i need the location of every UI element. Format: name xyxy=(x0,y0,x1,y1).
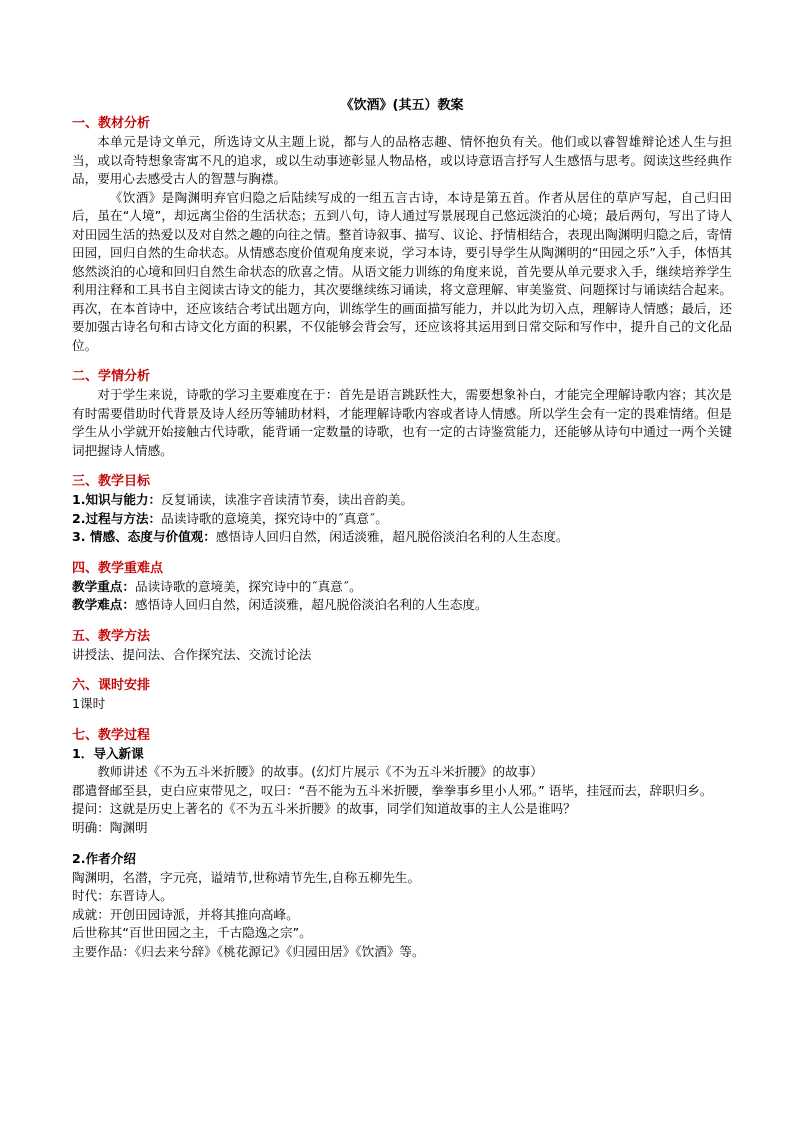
paragraph: 本单元是诗文单元，所选诗文从主题上说，都与人的品格志趣、情怀抱负有关。他们或以睿智雄辩论述人生与担当，或以奇特想象寄寓不凡的追求，或以生动事迹彰显人物品格，或以诗意语言抒写人生感悟与思考。阅读这些经典作品，要用心去感受古人的智慧与胸襟。 xyxy=(72,134,732,186)
goal-label: 2.过程与方法： xyxy=(72,510,162,526)
key-point-label: 教学重点： xyxy=(72,578,135,594)
difficulty-text: 感悟诗人回归自然，闲适淡雅，超凡脱俗淡泊名利的人生态度。 xyxy=(134,597,488,612)
section-heading-teaching-methods: 五、教学方法 xyxy=(72,628,151,644)
section-heading-textbook-analysis: 一、教材分析 xyxy=(72,116,151,131)
section-heading-schedule: 六、课时安排 xyxy=(72,678,151,693)
schedule-text: 1课时 xyxy=(72,696,106,711)
paragraph: 教师讲述《不为五斗米折腰》的故事。(幻灯片展示《不为五斗米折腰》的故事） xyxy=(97,764,543,779)
paragraph: 明确：陶渊明 xyxy=(72,819,148,835)
goal-label: 1.知识与能力： xyxy=(72,492,162,507)
section-heading-key-points: 四、教学重难点 xyxy=(72,560,164,576)
key-point-text: 品读诗歌的意境美，探究诗中的˝真意˝。 xyxy=(134,578,362,594)
difficulty-label: 教学难点： xyxy=(72,597,135,612)
author-line: 陶渊明，名潜，字元亮，谥靖节,世称靖节先生,自称五柳先生。 xyxy=(72,869,421,885)
subheading-introduction: 1．导入新课 xyxy=(72,745,144,761)
subheading-author: 2.作者介绍 xyxy=(72,851,136,866)
goal-text: 品读诗歌的意境美，探究诗中的˝真意˝。 xyxy=(161,510,388,526)
document-page xyxy=(72,97,732,961)
paragraph: 《饮酒》是陶渊明弃官归隐之后陆续写成的一组五言古诗，本诗是第五首。作者从居住的草庐写起，自己归田后，虽在“人境”，却远离尘俗的生活状态；五到八句，诗人通过写景展现自己悠远淡泊的心境；最后两句，写出了诗人对田园生活的热爱以及对自然之趣的向往之情。整首诗叙事、描写、议论、抒情相结合，表现出陶渊明归隐之后，寄情田园，回归自然的生命状态。从情感态度价值观角度来说，学习本诗，要引导学生从陶渊明的“田园之乐”入手，体悟其悠然淡泊的心境和回归自然生命状态的欣喜之情。从语文能力训练的角度来说，首先要从单元要求入手，继续培养学生利用注释和工具书自主阅读古诗文的能力，其次要继续练习诵读，将文意理解、审美鉴赏、问题探讨与诵读结合起来。再次，在本首诗中，还应该结合考试出题方向，训练学生的画面描写能力，并以此为切入点，理解诗人情感；最后，还要加强古诗名句和古诗文化方面的积累，不仅能够会背会写，还应该将其运用到日常交际和写作中，提升自己的文化品位。 xyxy=(72,189,732,353)
methods-text: 讲授法、提问法、合作探究法、交流讨论法 xyxy=(72,646,312,662)
author-line: 主要作品：《归去来兮辞》《桃花源记》《归园田居》《饮酒》等。 xyxy=(72,943,425,959)
paragraph: 提问：这就是历史上著名的《不为五斗米折腰》的故事，同学们知道故事的主人公是谁吗？ xyxy=(72,801,576,816)
author-line: 后世称其“百世田园之主，千古隐逸之宗”。 xyxy=(72,925,312,940)
paragraph: 对于学生来说，诗歌的学习主要难度在于：首先是语言跳跃性大，需要想象补白，才能完全理解诗歌内容；其次是有时需要借助时代背景及诗人经历等辅助材料，才能理解诗歌内容或者诗人情感。所以学生会有一定的畏难情绪。但是学生从小学就开始接触古代诗歌，能背诵一定数量的诗歌，也有一定的古诗鉴赏能力，还能够从诗句中通过一两个关键词把握诗人情感。 xyxy=(72,387,732,458)
difficulty-item xyxy=(72,596,732,615)
goal-item xyxy=(72,510,732,529)
goal-text: 感悟诗人回归自然，闲适淡雅，超凡脱俗淡泊名利的人生态度。 xyxy=(215,529,569,544)
goal-item xyxy=(72,528,732,547)
goal-text: 反复诵读，读准字音读清节奏，读出音韵美。 xyxy=(161,492,413,507)
section-heading-student-analysis: 二、学情分析 xyxy=(72,369,151,384)
section-heading-teaching-process: 七、教学过程 xyxy=(72,727,151,743)
paragraph: 郡遣督邮至县，吏白应束带见之，叹曰：“吾不能为五斗米折腰，拳拳事乡里小人邪。” 语毕，挂冠而去，辞职归乡。 xyxy=(72,782,713,798)
author-line: 成就：开创田园诗派，并将其推向高峰。 xyxy=(72,906,299,922)
author-line: 时代：东晋诗人。 xyxy=(72,888,173,903)
goal-label: 3. 情感、态度与价值观： xyxy=(72,529,216,544)
section-heading-teaching-goals: 三、教学目标 xyxy=(72,474,151,489)
goal-item xyxy=(72,491,732,510)
document-title: 《饮酒》(其五）教案 xyxy=(340,98,464,113)
key-point-item xyxy=(72,578,732,597)
